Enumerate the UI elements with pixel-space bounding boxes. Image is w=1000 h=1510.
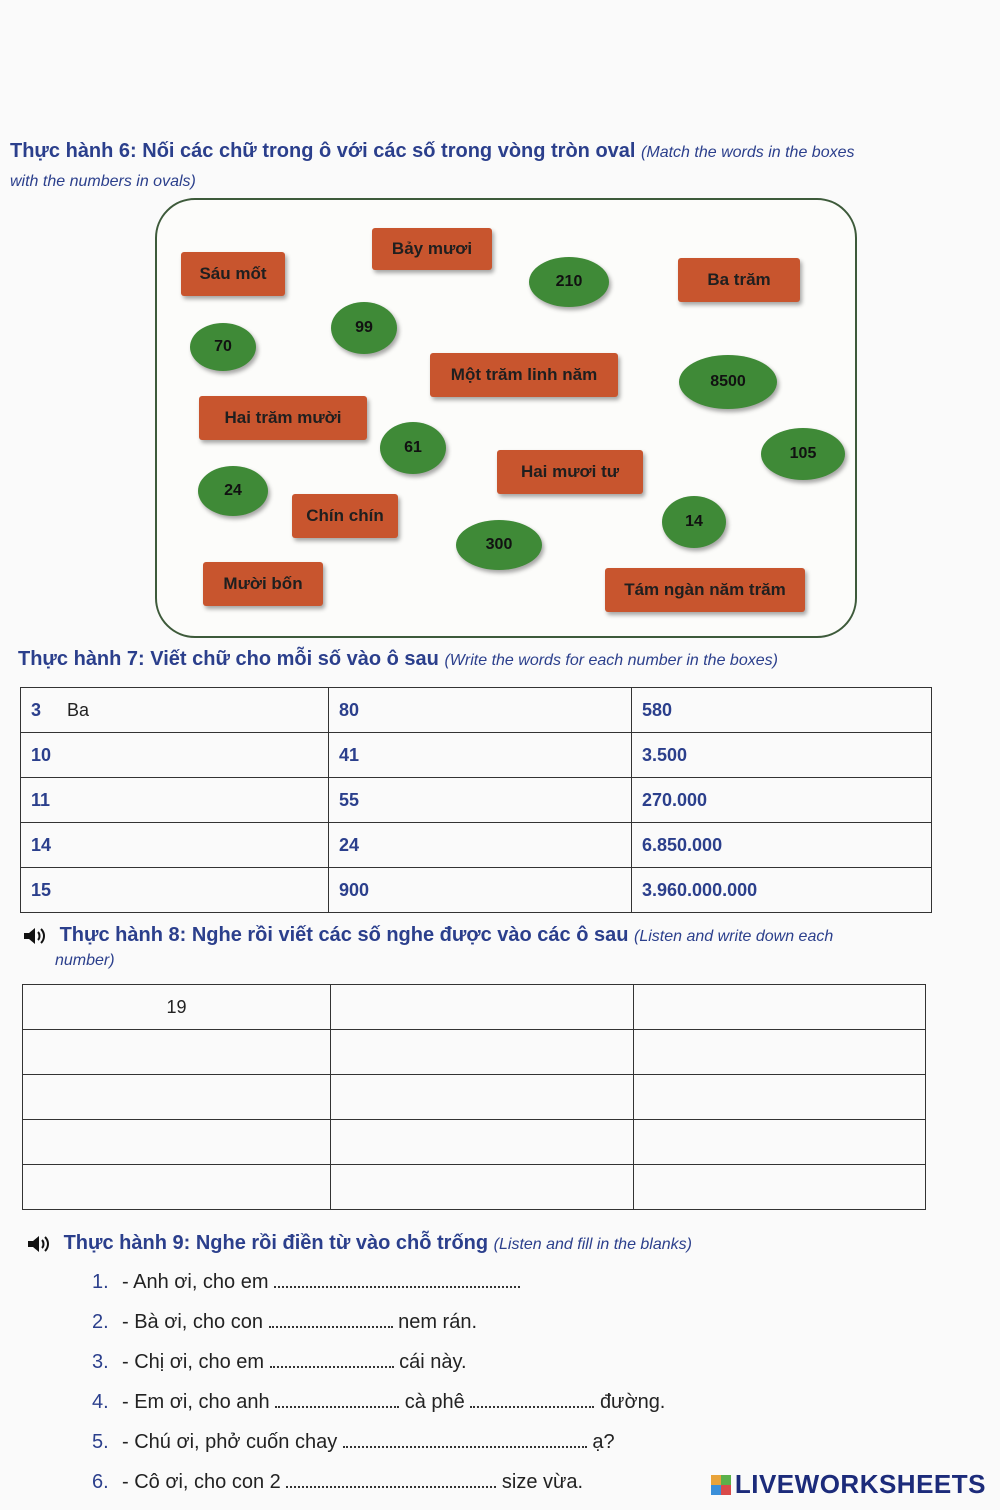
list-item: 6. - Cô ơi, cho con 2 size vừa. — [92, 1471, 584, 1493]
table-cell[interactable]: 3 Ba — [21, 688, 329, 733]
number-oval[interactable]: 300 — [456, 520, 542, 570]
table-cell[interactable]: 41 — [329, 733, 632, 778]
word-box[interactable]: Bảy mươi — [372, 228, 492, 270]
number-oval[interactable]: 99 — [331, 302, 397, 354]
exercise7-instruction: (Write the words for each number in the boxes) — [444, 652, 778, 669]
table-row — [21, 823, 932, 868]
table-cell[interactable] — [23, 1030, 331, 1075]
exercise6-instruction: (Match the words in the boxes — [641, 144, 855, 161]
exercise8-instruction: (Listen and write down each — [634, 928, 834, 945]
matching-panel — [155, 198, 857, 638]
table-row — [21, 778, 932, 823]
word-box[interactable]: Hai trăm mười — [199, 396, 367, 440]
liveworksheets-logo — [711, 1469, 986, 1500]
speaker-icon[interactable] — [26, 1234, 52, 1254]
exercise6-title: Thực hành 6: Nối các chữ trong ô với các số trong vòng tròn oval — [10, 140, 636, 162]
logo-text: LIVEWORKSHEETS — [734, 1469, 986, 1499]
table-cell[interactable]: 15 — [21, 868, 329, 913]
table-cell[interactable] — [634, 1120, 926, 1165]
exercise9-heading — [26, 1232, 986, 1255]
table-cell[interactable]: 6.850.000 — [632, 823, 932, 868]
table-cell[interactable] — [634, 1030, 926, 1075]
blank-input[interactable] — [269, 1310, 393, 1328]
number-oval[interactable]: 61 — [380, 422, 446, 474]
list-item: 3. - Chị ơi, cho em cái này. — [92, 1351, 467, 1373]
blank-input[interactable] — [470, 1390, 594, 1408]
speaker-icon[interactable] — [22, 926, 48, 946]
blank-input[interactable] — [275, 1390, 399, 1408]
table-cell[interactable]: 3.500 — [632, 733, 932, 778]
table-cell[interactable] — [331, 1075, 634, 1120]
table-cell[interactable]: 11 — [21, 778, 329, 823]
table-cell[interactable] — [23, 1075, 331, 1120]
table-cell[interactable] — [331, 1120, 634, 1165]
word-box[interactable]: Sáu mốt — [181, 252, 285, 296]
exercise7-heading — [18, 648, 978, 671]
table-row — [21, 733, 932, 778]
exercise6-heading — [10, 140, 970, 163]
table-row — [23, 1075, 926, 1120]
table-cell[interactable]: 19 — [23, 985, 331, 1030]
table-row — [23, 1030, 926, 1075]
exercise9-instruction: (Listen and fill in the blanks) — [493, 1236, 692, 1253]
list-item: 2. - Bà ơi, cho con nem rán. — [92, 1311, 478, 1333]
exercise8-instruction-cont: number) — [55, 952, 115, 969]
table-row — [23, 1165, 926, 1210]
table-cell[interactable] — [634, 1075, 926, 1120]
number-oval[interactable]: 8500 — [679, 355, 777, 409]
table-cell[interactable]: 900 — [329, 868, 632, 913]
word-box[interactable]: Một trăm linh năm — [430, 353, 618, 397]
list-item: 1. - Anh ơi, cho em — [92, 1268, 852, 1308]
table-cell[interactable] — [331, 1165, 634, 1210]
exercise8-table — [22, 984, 926, 1210]
table-cell[interactable]: 3.960.000.000 — [632, 868, 932, 913]
blank-input[interactable] — [286, 1470, 496, 1488]
exercise7-title: Thực hành 7: Viết chữ cho mỗi số vào ô sau — [18, 648, 439, 670]
number-oval[interactable]: 24 — [198, 466, 268, 516]
table-cell[interactable]: 55 — [329, 778, 632, 823]
blank-input[interactable] — [343, 1430, 587, 1448]
table-cell[interactable]: 14 — [21, 823, 329, 868]
table-cell[interactable] — [634, 985, 926, 1030]
number-oval[interactable]: 14 — [662, 496, 726, 548]
table-cell[interactable] — [634, 1165, 926, 1210]
list-item: 4. - Em ơi, cho anh cà phê đường. — [92, 1391, 666, 1413]
table-cell[interactable] — [23, 1120, 331, 1165]
word-box[interactable]: Tám ngàn năm trăm — [605, 568, 805, 612]
word-box[interactable]: Hai mươi tư — [497, 450, 643, 494]
number-oval[interactable]: 70 — [190, 323, 256, 371]
table-cell[interactable]: 24 — [329, 823, 632, 868]
word-box[interactable]: Ba trăm — [678, 258, 800, 302]
table-cell[interactable]: 580 — [632, 688, 932, 733]
table-row — [21, 868, 932, 913]
table-cell[interactable] — [23, 1165, 331, 1210]
word-box[interactable]: Mười bốn — [203, 562, 323, 606]
exercise7-table — [20, 687, 932, 913]
table-cell[interactable]: 10 — [21, 733, 329, 778]
number-oval[interactable]: 210 — [529, 257, 609, 307]
table-row — [21, 688, 932, 733]
exercise9-title: Thực hành 9: Nghe rồi điền từ vào chỗ trống — [63, 1232, 489, 1254]
exercise8-heading — [22, 924, 982, 947]
exercise6-instruction-cont: with the numbers in ovals) — [10, 173, 196, 190]
exercise8-title: Thực hành 8: Nghe rồi viết các số nghe được vào các ô sau — [59, 924, 629, 946]
list-item: 5. - Chú ơi, phở cuốn chay ạ? — [92, 1431, 615, 1453]
table-row — [23, 1120, 926, 1165]
word-box[interactable]: Chín chín — [292, 494, 398, 538]
blank-input[interactable] — [270, 1350, 394, 1368]
table-row — [23, 985, 926, 1030]
table-cell[interactable] — [331, 1030, 634, 1075]
table-cell[interactable]: 270.000 — [632, 778, 932, 823]
number-oval[interactable]: 105 — [761, 428, 845, 480]
table-cell[interactable] — [331, 985, 634, 1030]
cell-answer: Ba — [67, 699, 90, 720]
logo-icon — [711, 1475, 731, 1495]
blank-input[interactable] — [274, 1270, 520, 1288]
table-cell[interactable]: 80 — [329, 688, 632, 733]
